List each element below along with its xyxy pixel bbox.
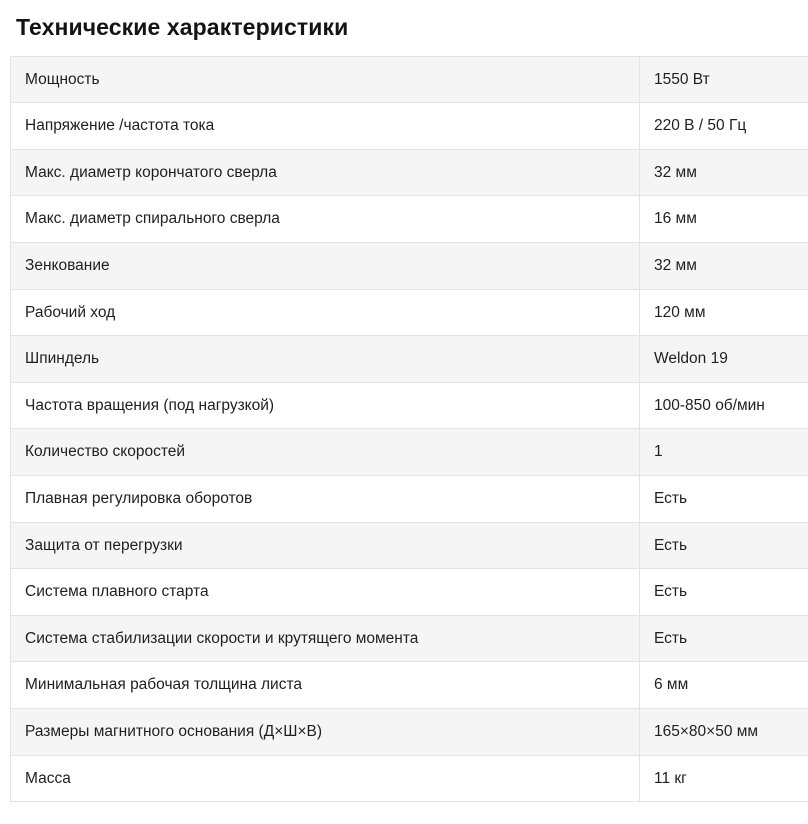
spec-parameter-cell: Система плавного старта: [11, 569, 640, 616]
table-row: [11, 522, 808, 569]
table-row: [11, 615, 808, 662]
spec-parameter-cell: Защита от перегрузки: [11, 522, 640, 569]
spec-value-cell: 1: [640, 429, 808, 476]
spec-value-cell: 1550 Вт: [640, 56, 808, 103]
spec-parameter-cell: Зенкование: [11, 242, 640, 289]
table-row: [11, 242, 808, 289]
spec-value-cell: 16 мм: [640, 196, 808, 243]
spec-value-cell: 6 мм: [640, 662, 808, 709]
spec-value-cell: Есть: [640, 475, 808, 522]
table-row: [11, 475, 808, 522]
table-row: [11, 196, 808, 243]
spec-value-cell: Есть: [640, 615, 808, 662]
specifications-table: [10, 56, 808, 803]
table-row: [11, 56, 808, 103]
specifications-table-body: [11, 56, 808, 802]
spec-parameter-cell: Частота вращения (под нагрузкой): [11, 382, 640, 429]
table-row: [11, 289, 808, 336]
table-row: [11, 569, 808, 616]
table-row: [11, 103, 808, 150]
table-row: [11, 336, 808, 383]
spec-parameter-cell: Система стабилизации скорости и крутящего момента: [11, 615, 640, 662]
spec-parameter-cell: Макс. диаметр спирального сверла: [11, 196, 640, 243]
spec-value-cell: Есть: [640, 522, 808, 569]
spec-value-cell: Есть: [640, 569, 808, 616]
spec-value-cell: 165×80×50 мм: [640, 708, 808, 755]
spec-value-cell: 32 мм: [640, 242, 808, 289]
spec-value-cell: 32 мм: [640, 149, 808, 196]
spec-value-cell: Weldon 19: [640, 336, 808, 383]
spec-parameter-cell: Рабочий ход: [11, 289, 640, 336]
table-row: [11, 382, 808, 429]
spec-parameter-cell: Мощность: [11, 56, 640, 103]
spec-parameter-cell: Количество скоростей: [11, 429, 640, 476]
spec-parameter-cell: Минимальная рабочая толщина листа: [11, 662, 640, 709]
spec-parameter-cell: Плавная регулировка оборотов: [11, 475, 640, 522]
table-row: [11, 708, 808, 755]
spec-value-cell: 220 В / 50 Гц: [640, 103, 808, 150]
spec-parameter-cell: Размеры магнитного основания (Д×Ш×В): [11, 708, 640, 755]
table-row: [11, 429, 808, 476]
spec-value-cell: 100-850 об/мин: [640, 382, 808, 429]
table-row: [11, 662, 808, 709]
table-row: [11, 149, 808, 196]
spec-value-cell: 11 кг: [640, 755, 808, 802]
table-row: [11, 755, 808, 802]
page-title: Технические характеристики: [16, 14, 349, 40]
spec-parameter-cell: Шпиндель: [11, 336, 640, 383]
spec-parameter-cell: Макс. диаметр корончатого сверла: [11, 149, 640, 196]
spec-value-cell: 120 мм: [640, 289, 808, 336]
spec-parameter-cell: Масса: [11, 755, 640, 802]
spec-parameter-cell: Напряжение /частота тока: [11, 103, 640, 150]
